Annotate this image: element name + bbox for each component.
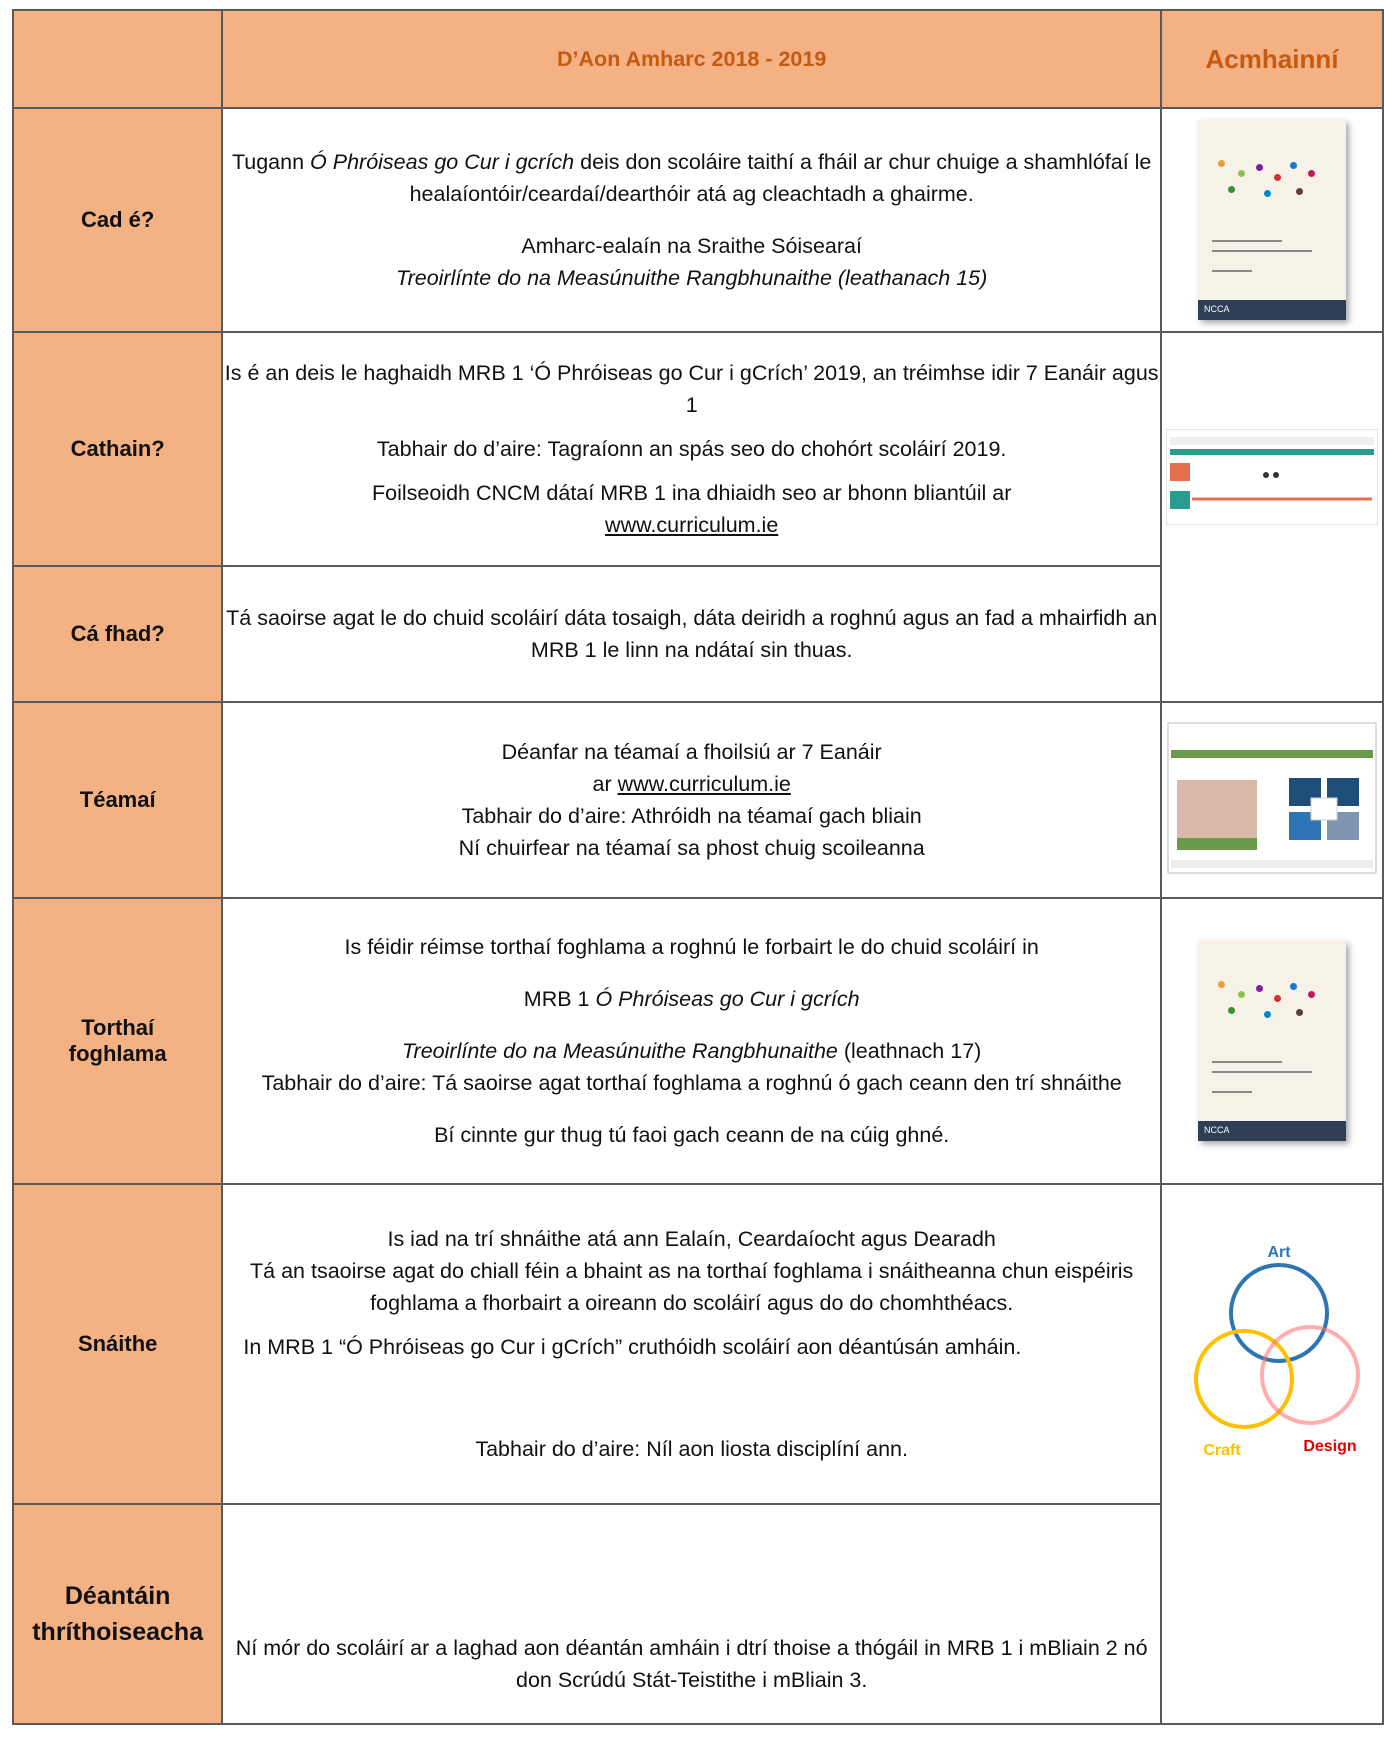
curriculum-link[interactable]: www.curriculum.ie [617,772,791,796]
resource-cell [1161,332,1383,702]
row-content: Is féidir réimse torthaí foghlama a roghnú le forbairt le do chuid scoláirí in MRB 1 Ó Phróiseas go Cur i gcrích Treoirlínte do na Measúnuithe Rangbhunaithe (leathnach 17) Tabhair do d’aire: Tá saoirse agat torthaí foghlama a roghnú ó gach ceann den trí shnáithe Bí cinnte gur thug tú faoi gach ceann de na cúig ghné. [222,898,1161,1184]
resource-cell [1161,1184,1383,1724]
row-content: Ní mór do scoláirí ar a laghad aon déantán amháin i dtrí thoise a thógáil in MRB 1 i mBliain 2 nó don Scrúdú Stát-Teistithe i mBliain 3. [222,1504,1161,1724]
row-content: Is iad na trí shnáithe atá ann Ealaín, Ceardaíocht agus Dearadh Tá an tsaoirse agat do chiall féin a bhaint as na torthaí foghlama i snáitheanna chun eispéiris foghlama a fhorbairt a oireann do scoláirí agus do do chomhthéacs. In MRB 1 “Ó Phróiseas go Cur i gCrích” cruthóidh scoláirí aon déantúsán amháin. Tabhair do d’aire: Níl aon liosta disciplíní ann. [222,1184,1161,1504]
row-label: Cá fhad? [13,566,222,702]
row-content: Is é an deis le haghaidh MRB 1 ‘Ó Phróiseas go Cur i gCrích’ 2019, an tréimhse idir 7 Eanáir agus 1 Tabhair do d’aire: Tagraíonn an spás seo do chohórt scoláirí 2019. Foilseoidh CNCM dátaí MRB 1 ina dhiaidh seo ar bhonn bliantúil ar www.curriculum.ie [222,332,1161,566]
row-label: Déantáin thríthoiseacha [13,1504,222,1724]
row-snaithe [13,1184,1383,1504]
resource-cell [1161,702,1383,898]
row-content: Déanfar na téamaí a fhoilsiú ar 7 Eanáir ar www.curriculum.ie Tabhair do d’aire: Athróidh na téamaí gach bliain Ní chuirfear na téamaí sa phost chuig scoileanna [222,702,1161,898]
timeline-thumbnail [1162,429,1382,530]
row-teamai [13,702,1383,898]
venn-label-craft: Craft [1203,1442,1241,1459]
resource-cell [1161,108,1383,332]
row-label: Cathain? [13,332,222,566]
guidelines-cover-thumbnail: NCCA [1198,941,1346,1141]
resources-heading: Acmhainní [1161,10,1383,108]
row-torthai [13,898,1383,1184]
row-label: Snáithe [13,1184,222,1504]
venn-label-design: Design [1303,1438,1357,1455]
row-content: Tugann Ó Phróiseas go Cur i gcrích deis don scoláire taithí a fháil ar chur chuige a shamhlófaí le healaíontóir/ceardaí/dearthóir atá ag cleachtadh a ghairme. Amharc-ealaín na Sraithe Sóisearaí Treoirlínte do na Measúnuithe Rangbhunaithe (leathanach 15) [222,108,1161,332]
page-title: D’Aon Amharc 2018 - 2019 [222,10,1161,108]
row-label: Cad é? [13,108,222,332]
row-cad [13,108,1383,332]
row-content: Tá saoirse agat le do chuid scoláirí dáta tosaigh, dáta deiridh a roghnú agus an fad a mhairfidh an MRB 1 le linn na ndátaí sin thuas. [222,566,1161,702]
venn-label-art: Art [1267,1244,1291,1261]
venn-diagram [1162,1215,1382,1475]
website-thumbnail [1162,722,1382,879]
row-label: Torthaí foghlama [13,898,222,1184]
overview-table [12,9,1384,1725]
row-label: Téamaí [13,702,222,898]
curriculum-link[interactable]: www.curriculum.ie [605,513,779,537]
row-cathain [13,332,1383,566]
resource-cell [1161,898,1383,1184]
header-row [13,10,1383,108]
header-corner [13,10,222,108]
guidelines-cover-thumbnail: NCCA [1198,120,1346,320]
